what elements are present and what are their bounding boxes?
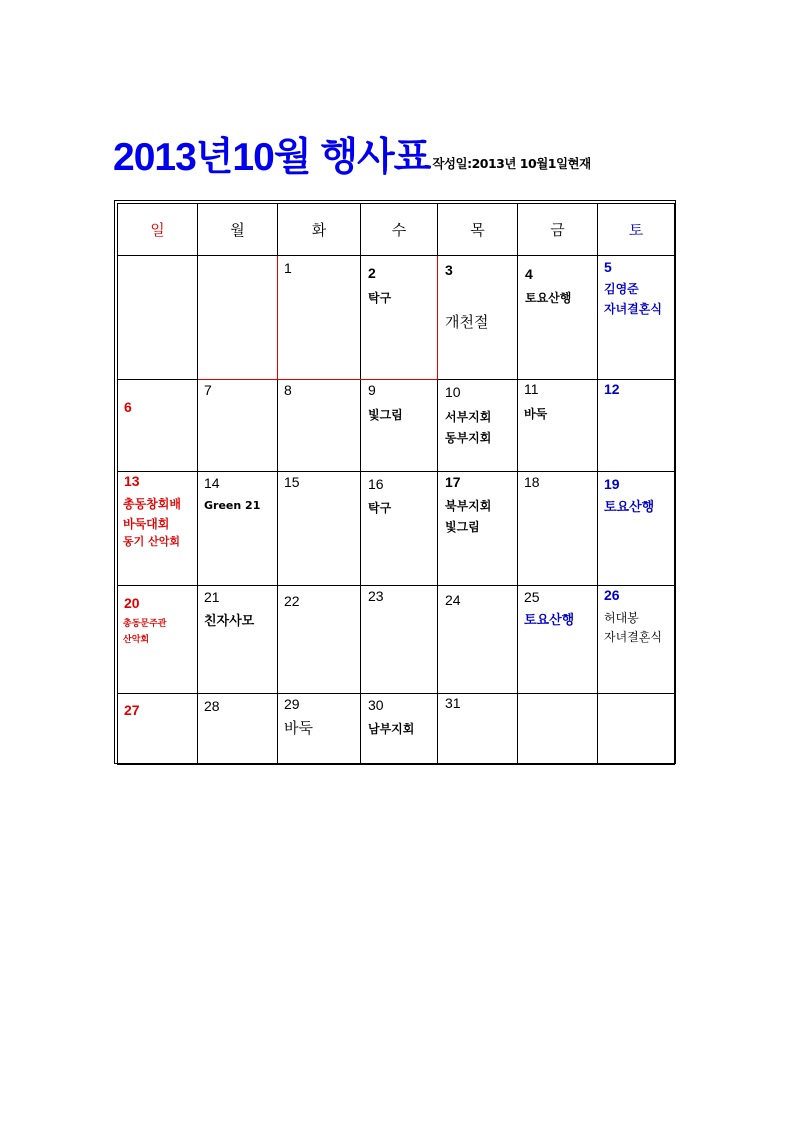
event-label: 허대봉 — [604, 611, 639, 625]
day-cell — [518, 472, 598, 586]
day-cell — [198, 694, 278, 765]
weekday-sun: 일 — [118, 204, 198, 256]
event-label: 자녀결혼식 — [604, 630, 662, 644]
event-label: 김영준 — [604, 282, 639, 296]
event-label: 빛그림 — [368, 408, 403, 422]
day-number: 13 — [124, 473, 140, 489]
event-label: 토요산행 — [525, 291, 572, 305]
day-number: 5 — [604, 259, 612, 275]
day-number: 18 — [524, 474, 540, 490]
event-label: 서부지회 — [445, 410, 492, 424]
event-label: 남부지회 — [368, 722, 415, 736]
day-cell — [598, 380, 675, 472]
day-cell — [438, 586, 518, 694]
weekday-wed: 수 — [361, 204, 438, 256]
day-cell — [598, 694, 675, 765]
event-label: 바둑대회 — [123, 517, 170, 531]
day-number: 23 — [368, 588, 384, 604]
weekday-header-row — [118, 204, 675, 256]
day-number: 9 — [368, 382, 376, 398]
day-number: 15 — [284, 474, 300, 490]
event-label: 토요산행 — [524, 613, 575, 628]
event-label: 바둑 — [524, 407, 548, 421]
day-number: 4 — [525, 266, 533, 282]
weekday-thu: 목 — [438, 204, 518, 256]
event-label: 총동문주관 — [123, 619, 167, 629]
day-cell — [118, 694, 198, 765]
day-cell — [118, 380, 198, 472]
day-number: 30 — [368, 697, 384, 713]
day-number: 27 — [124, 702, 140, 718]
day-cell — [361, 380, 438, 472]
event-label: 토요산행 — [604, 500, 655, 515]
calendar-table — [117, 203, 675, 765]
event-label: Green 21 — [204, 499, 261, 512]
event-label: 탁구 — [368, 501, 392, 515]
day-number: 28 — [204, 698, 220, 714]
day-cell — [438, 694, 518, 765]
day-cell — [278, 694, 361, 765]
day-number: 21 — [204, 589, 220, 605]
event-label: 동부지회 — [445, 431, 492, 445]
title-row — [113, 126, 591, 182]
week-row — [118, 472, 675, 586]
event-label: 동기 산악회 — [123, 535, 180, 548]
day-number: 17 — [445, 474, 461, 490]
date-note: 작성일:2013년 10월1일현재 — [432, 156, 591, 171]
week-row — [118, 586, 675, 694]
day-number: 16 — [368, 476, 384, 492]
event-label: 총동창회배 — [123, 497, 181, 511]
day-number: 24 — [445, 592, 461, 608]
event-label: 자녀결혼식 — [604, 302, 662, 316]
weekday-sat: 토 — [598, 204, 675, 256]
event-label: 북부지회 — [445, 499, 492, 513]
day-cell — [198, 380, 278, 472]
day-number: 8 — [284, 382, 292, 398]
day-number: 14 — [204, 475, 220, 491]
day-cell — [278, 380, 361, 472]
day-cell — [198, 472, 278, 586]
day-cell — [438, 472, 518, 586]
day-number: 20 — [124, 595, 140, 611]
day-number: 19 — [604, 476, 620, 492]
weekday-fri: 금 — [518, 204, 598, 256]
day-cell — [598, 586, 675, 694]
day-number: 11 — [524, 381, 539, 397]
page-title: 2013년10월 행사표 — [113, 136, 431, 179]
day-number: 6 — [124, 399, 132, 415]
event-label: 산악회 — [123, 635, 150, 645]
day-cell — [438, 256, 518, 380]
day-cell — [118, 256, 198, 380]
day-cell — [518, 586, 598, 694]
day-cell — [198, 586, 278, 694]
day-cell — [278, 586, 361, 694]
day-cell — [361, 586, 438, 694]
week-row — [118, 694, 675, 765]
day-number: 2 — [368, 265, 376, 281]
week-row — [118, 256, 675, 380]
day-cell — [518, 380, 598, 472]
day-number: 10 — [445, 384, 461, 400]
event-label: 바둑 — [284, 719, 313, 737]
week-row — [118, 380, 675, 472]
day-cell — [361, 256, 438, 380]
day-number: 25 — [524, 589, 540, 605]
day-cell — [278, 256, 361, 380]
day-cell — [361, 472, 438, 586]
weekday-tue: 화 — [278, 204, 361, 256]
day-number: 31 — [445, 695, 461, 711]
event-label: 친자사모 — [204, 614, 255, 629]
day-number: 12 — [604, 381, 620, 397]
day-cell — [198, 256, 278, 380]
event-label: 빛그림 — [445, 520, 480, 534]
day-number: 26 — [604, 587, 620, 603]
day-cell — [598, 472, 675, 586]
day-cell — [518, 694, 598, 765]
day-cell — [118, 586, 198, 694]
day-number: 29 — [284, 696, 300, 712]
day-cell — [118, 472, 198, 586]
day-number: 1 — [284, 260, 292, 276]
day-number: 22 — [284, 593, 300, 609]
day-number: 3 — [445, 262, 453, 278]
day-cell — [518, 256, 598, 380]
event-label: 개천절 — [445, 313, 489, 331]
day-cell — [361, 694, 438, 765]
day-cell — [598, 256, 675, 380]
weekday-mon: 월 — [198, 204, 278, 256]
day-number: 7 — [204, 382, 212, 398]
day-cell — [278, 472, 361, 586]
day-cell — [438, 380, 518, 472]
event-label: 탁구 — [368, 291, 392, 305]
